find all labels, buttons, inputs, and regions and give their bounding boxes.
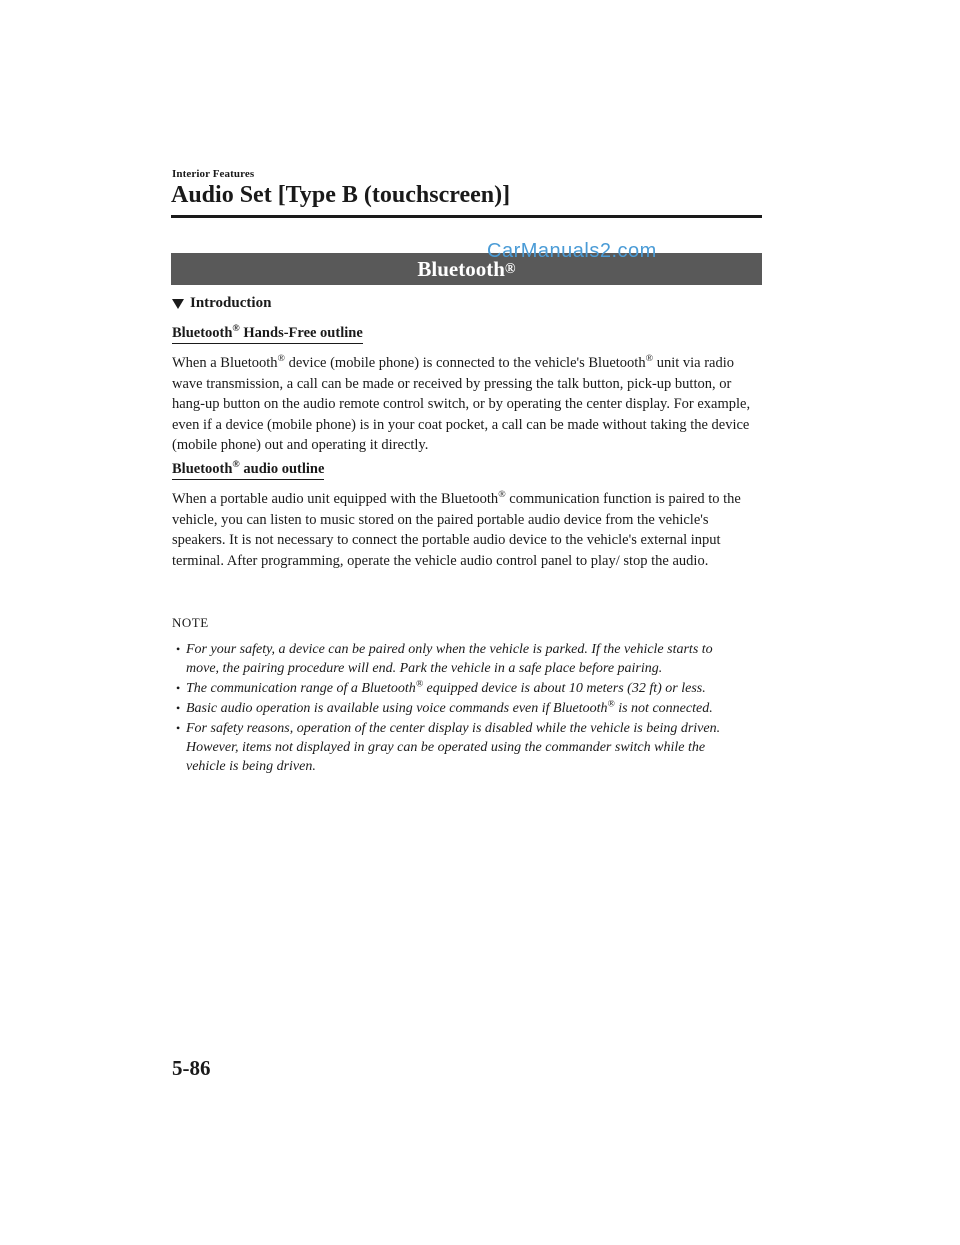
triangle-down-icon	[172, 299, 184, 309]
introduction-heading	[172, 295, 271, 312]
registered-mark: ®	[277, 353, 285, 365]
note-item	[176, 699, 746, 718]
paragraph-text: When a portable audio unit equipped with the Bluetooth	[172, 491, 499, 507]
registered-mark: ®	[498, 489, 506, 501]
note-text: Basic audio operation is available using voice commands even if Bluetooth	[186, 701, 608, 716]
paragraph-text: communication function is paired to the vehicle, you can listen to music stored on the paired portable audio device from the vehicle's speakers. It is not necessary to connect the portable audio device to the vehicle's external input terminal. After programming, operate the vehicle audio control panel to play/ stop the audio.	[172, 491, 741, 569]
note-item	[176, 679, 746, 698]
registered-mark: ®	[415, 679, 424, 690]
paragraph-text: When a Bluetooth	[172, 355, 278, 371]
note-text: is not connected.	[614, 701, 713, 716]
introduction-title: Introduction	[190, 295, 272, 311]
subheading-text: audio outline	[239, 461, 325, 477]
subheading-text: Bluetooth	[172, 461, 233, 477]
chapter-divider	[171, 215, 762, 218]
registered-mark: ®	[607, 699, 615, 710]
bullet-icon: •	[176, 642, 181, 656]
note-text: The communication range of a Bluetooth	[186, 681, 416, 696]
note-text: For your safety, a device can be paired only when the vehicle is parked. If the vehicle starts to move, the pairing procedure will end. Park the vehicle in a safe place before pairing.	[186, 642, 713, 676]
registered-mark: ®	[232, 459, 240, 471]
bullet-icon: •	[176, 721, 181, 735]
note-title: NOTE	[172, 615, 209, 630]
registered-mark: ®	[232, 323, 240, 335]
section-label: Interior Features	[172, 168, 255, 180]
hands-free-paragraph	[172, 353, 762, 456]
note-text: equipped device is about 10 meters (32 ft) or less.	[423, 681, 706, 696]
subheading-text: Hands-Free outline	[239, 325, 363, 341]
note-list	[176, 640, 746, 777]
paragraph-text: unit via radio wave transmission, a call can be made or received by pressing the talk button, pick-up button, or hang-up button on the audio remote control switch, or by operating the center display. For example, even if a device (mobile phone) is in your coat pocket, a call can be made without taking the device (mobile phone) out and operating it directly.	[172, 355, 751, 453]
note-item	[176, 719, 746, 776]
registered-mark: ®	[645, 353, 654, 365]
hands-free-subheading	[172, 325, 363, 344]
note-text: For safety reasons, operation of the center display is disabled while the vehicle is being driven. However, items not displayed in gray can be operated using the commander switch while the vehicle is being driven.	[186, 721, 721, 774]
chapter-title: Audio Set [Type B (touchscreen)]	[171, 182, 511, 208]
note-item	[176, 640, 746, 678]
audio-paragraph	[172, 489, 762, 571]
paragraph-text: device (mobile phone) is connected to the vehicle's Bluetooth	[285, 355, 646, 371]
audio-subheading	[172, 461, 324, 480]
bluetooth-banner: Bluetooth ®	[171, 253, 762, 285]
page-number: 5-86	[172, 1056, 211, 1080]
bullet-icon: •	[176, 701, 181, 715]
banner-title: Bluetooth	[417, 256, 505, 281]
bullet-icon: •	[176, 681, 181, 695]
subheading-text: Bluetooth	[172, 325, 233, 341]
watermark: CarManuals2.com	[487, 240, 657, 262]
